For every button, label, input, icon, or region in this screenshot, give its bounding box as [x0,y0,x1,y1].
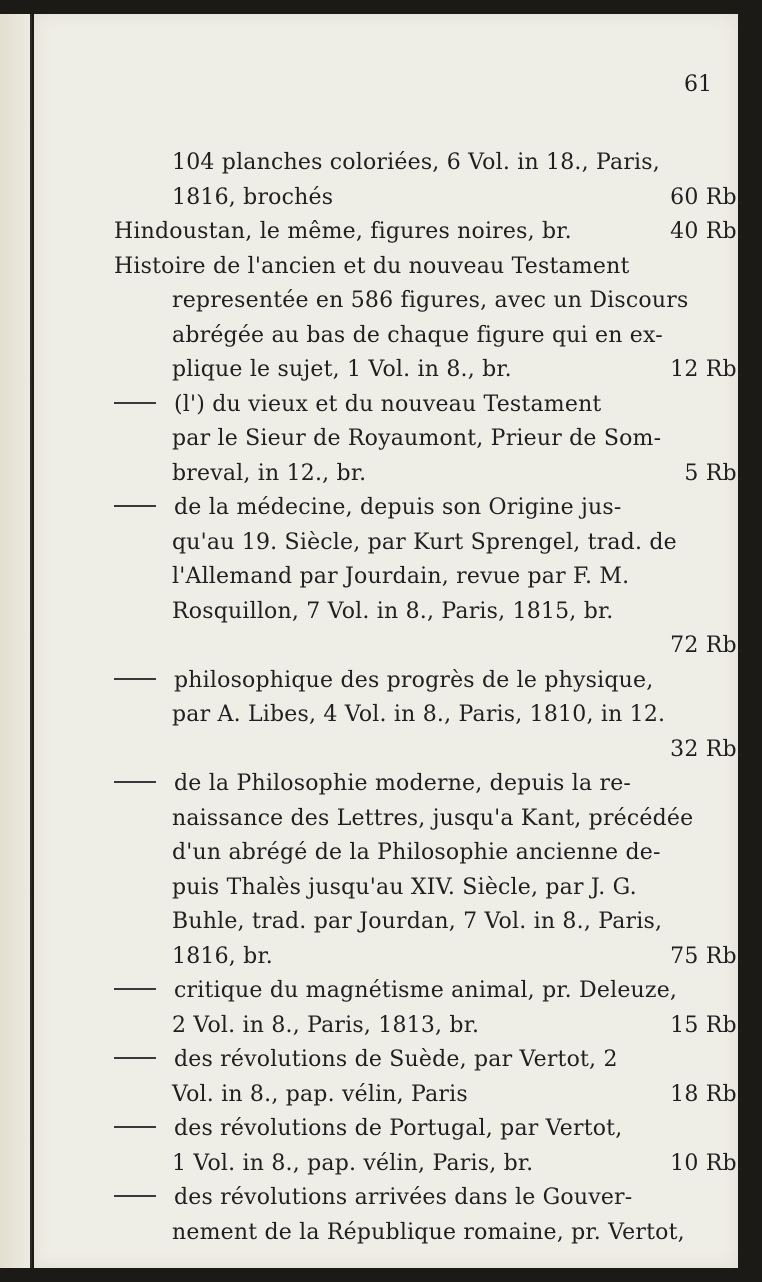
entry-price: 75 Rb. [670,943,744,969]
entry-line [114,1112,744,1147]
entry-line [114,905,744,940]
entry-line [114,767,744,802]
entry-text: d'un abrégé de la Philosophie ancienne de- [172,840,661,865]
entry-line [114,560,744,595]
entry-line [114,353,744,388]
catalog-entry [114,146,744,215]
entry-line [114,146,744,181]
entry-price: 60 Rb. [670,184,744,210]
entry-text: representée en 586 figures, avec un Discours [172,288,689,313]
catalog-entry [114,664,744,768]
ditto-dash [114,388,174,423]
entry-line [114,733,744,768]
entry-text: puis Thalès jusqu'au XIV. Siècle, par J. G. [172,874,637,900]
entry-text: naissance des Lettres, jusqu'a Kant, précédée [172,805,694,831]
catalog-entry [114,767,744,974]
entry-text: des révolutions arrivées dans le Gouver- [174,1185,633,1210]
ditto-dash [114,1043,174,1078]
entry-text: 1816, br. [172,943,273,969]
entry-line [114,1181,744,1216]
entry-text: de la Philosophie moderne, depuis la re- [174,771,632,796]
entry-price: 72 Rb. [670,633,744,658]
entry-price: 15 Rb. [670,1012,744,1038]
entry-line [114,388,744,423]
catalog-entry [114,1181,744,1250]
entry-price: 10 Rb. [670,1150,744,1176]
entry-text: 2 Vol. in 8., Paris, 1813, br. [172,1012,480,1038]
entry-price: 12 Rb. [670,357,744,382]
entry-text: 1 Vol. in 8., pap. vélin, Paris, br. [172,1150,534,1176]
ditto-dash [114,1112,174,1147]
catalog-entry [114,974,744,1043]
entry-line [114,664,744,699]
entry-line [114,250,744,285]
catalog-entry [114,215,744,250]
entry-line [114,491,744,526]
entry-text: par le Sieur de Royaumont, Prieur de Som- [172,426,662,451]
entry-text: de la médecine, depuis son Origine jus- [174,495,622,520]
entry-line [114,1043,744,1078]
entry-text: des révolutions de Portugal, par Vertot, [174,1116,623,1141]
entry-text: des révolutions de Suède, par Vertot, 2 [174,1047,618,1072]
entry-line [114,181,744,216]
entry-price: 5 Rb. [684,460,744,486]
ditto-dash [114,974,174,1009]
entry-price: 32 Rb. [670,736,744,762]
entry-text: Buhle, trad. par Jourdan, 7 Vol. in 8., Paris, [172,909,663,934]
entry-line [114,698,744,733]
entry-line [114,802,744,837]
entry-text: philosophique des progrès de le physique, [174,667,654,693]
entry-text: Hindoustan, le même, figures noires, br. [114,219,572,244]
entry-text: plique le sujet, 1 Vol. in 8., br. [172,357,512,382]
entry-line [114,1078,744,1113]
left-page-edge [0,14,32,1268]
entry-text: Rosquillon, 7 Vol. in 8., Paris, 1815, br. [172,598,614,624]
entry-line [114,319,744,354]
entry-line [114,1216,744,1251]
entry-price: 18 Rb. [670,1081,744,1107]
entry-line [114,1009,744,1044]
entry-line [114,422,744,457]
catalog-entry [114,1112,744,1181]
entry-line [114,595,744,630]
ditto-dash [114,767,174,802]
catalog-entry [114,1043,744,1112]
entry-text: breval, in 12., br. [172,460,367,486]
entry-price: 40 Rb. [670,219,744,244]
entry-text: nement de la République romaine, pr. Vertot, [172,1219,685,1245]
entry-line [114,836,744,871]
entry-text: par A. Libes, 4 Vol. in 8., Paris, 1810, in 12. [172,702,666,727]
entry-line [114,284,744,319]
entry-text: qu'au 19. Siècle, par Kurt Sprengel, trad. de [172,529,677,555]
catalog-entry [114,491,744,664]
ditto-dash [114,491,174,526]
catalog-entry [114,250,744,388]
catalog-entries [114,146,744,1250]
entry-line [114,871,744,906]
entry-line [114,457,744,492]
ditto-dash [114,664,174,699]
entry-text: Vol. in 8., pap. vélin, Paris [172,1081,468,1107]
entry-line [114,1147,744,1182]
entry-text: l'Allemand par Jourdain, revue par F. M. [172,564,630,589]
page-number: 61 [684,72,712,97]
entry-text: Histoire de l'ancien et du nouveau Testament [114,253,630,279]
entry-text: (l') du vieux et du nouveau Testament [174,391,602,417]
book-page [34,14,744,1268]
entry-text: abrégée au bas de chaque figure qui en ex- [172,322,663,348]
entry-line [114,974,744,1009]
entry-text: 1816, brochés [172,184,334,210]
entry-text: critique du magnétisme animal, pr. Deleuze, [174,978,678,1003]
catalog-entry [114,388,744,492]
ditto-dash [114,1181,174,1216]
entry-line [114,526,744,561]
entry-line [114,215,744,250]
entry-text: 104 planches coloriées, 6 Vol. in 18., Paris, [172,150,660,175]
entry-line [114,629,744,664]
entry-line [114,940,744,975]
